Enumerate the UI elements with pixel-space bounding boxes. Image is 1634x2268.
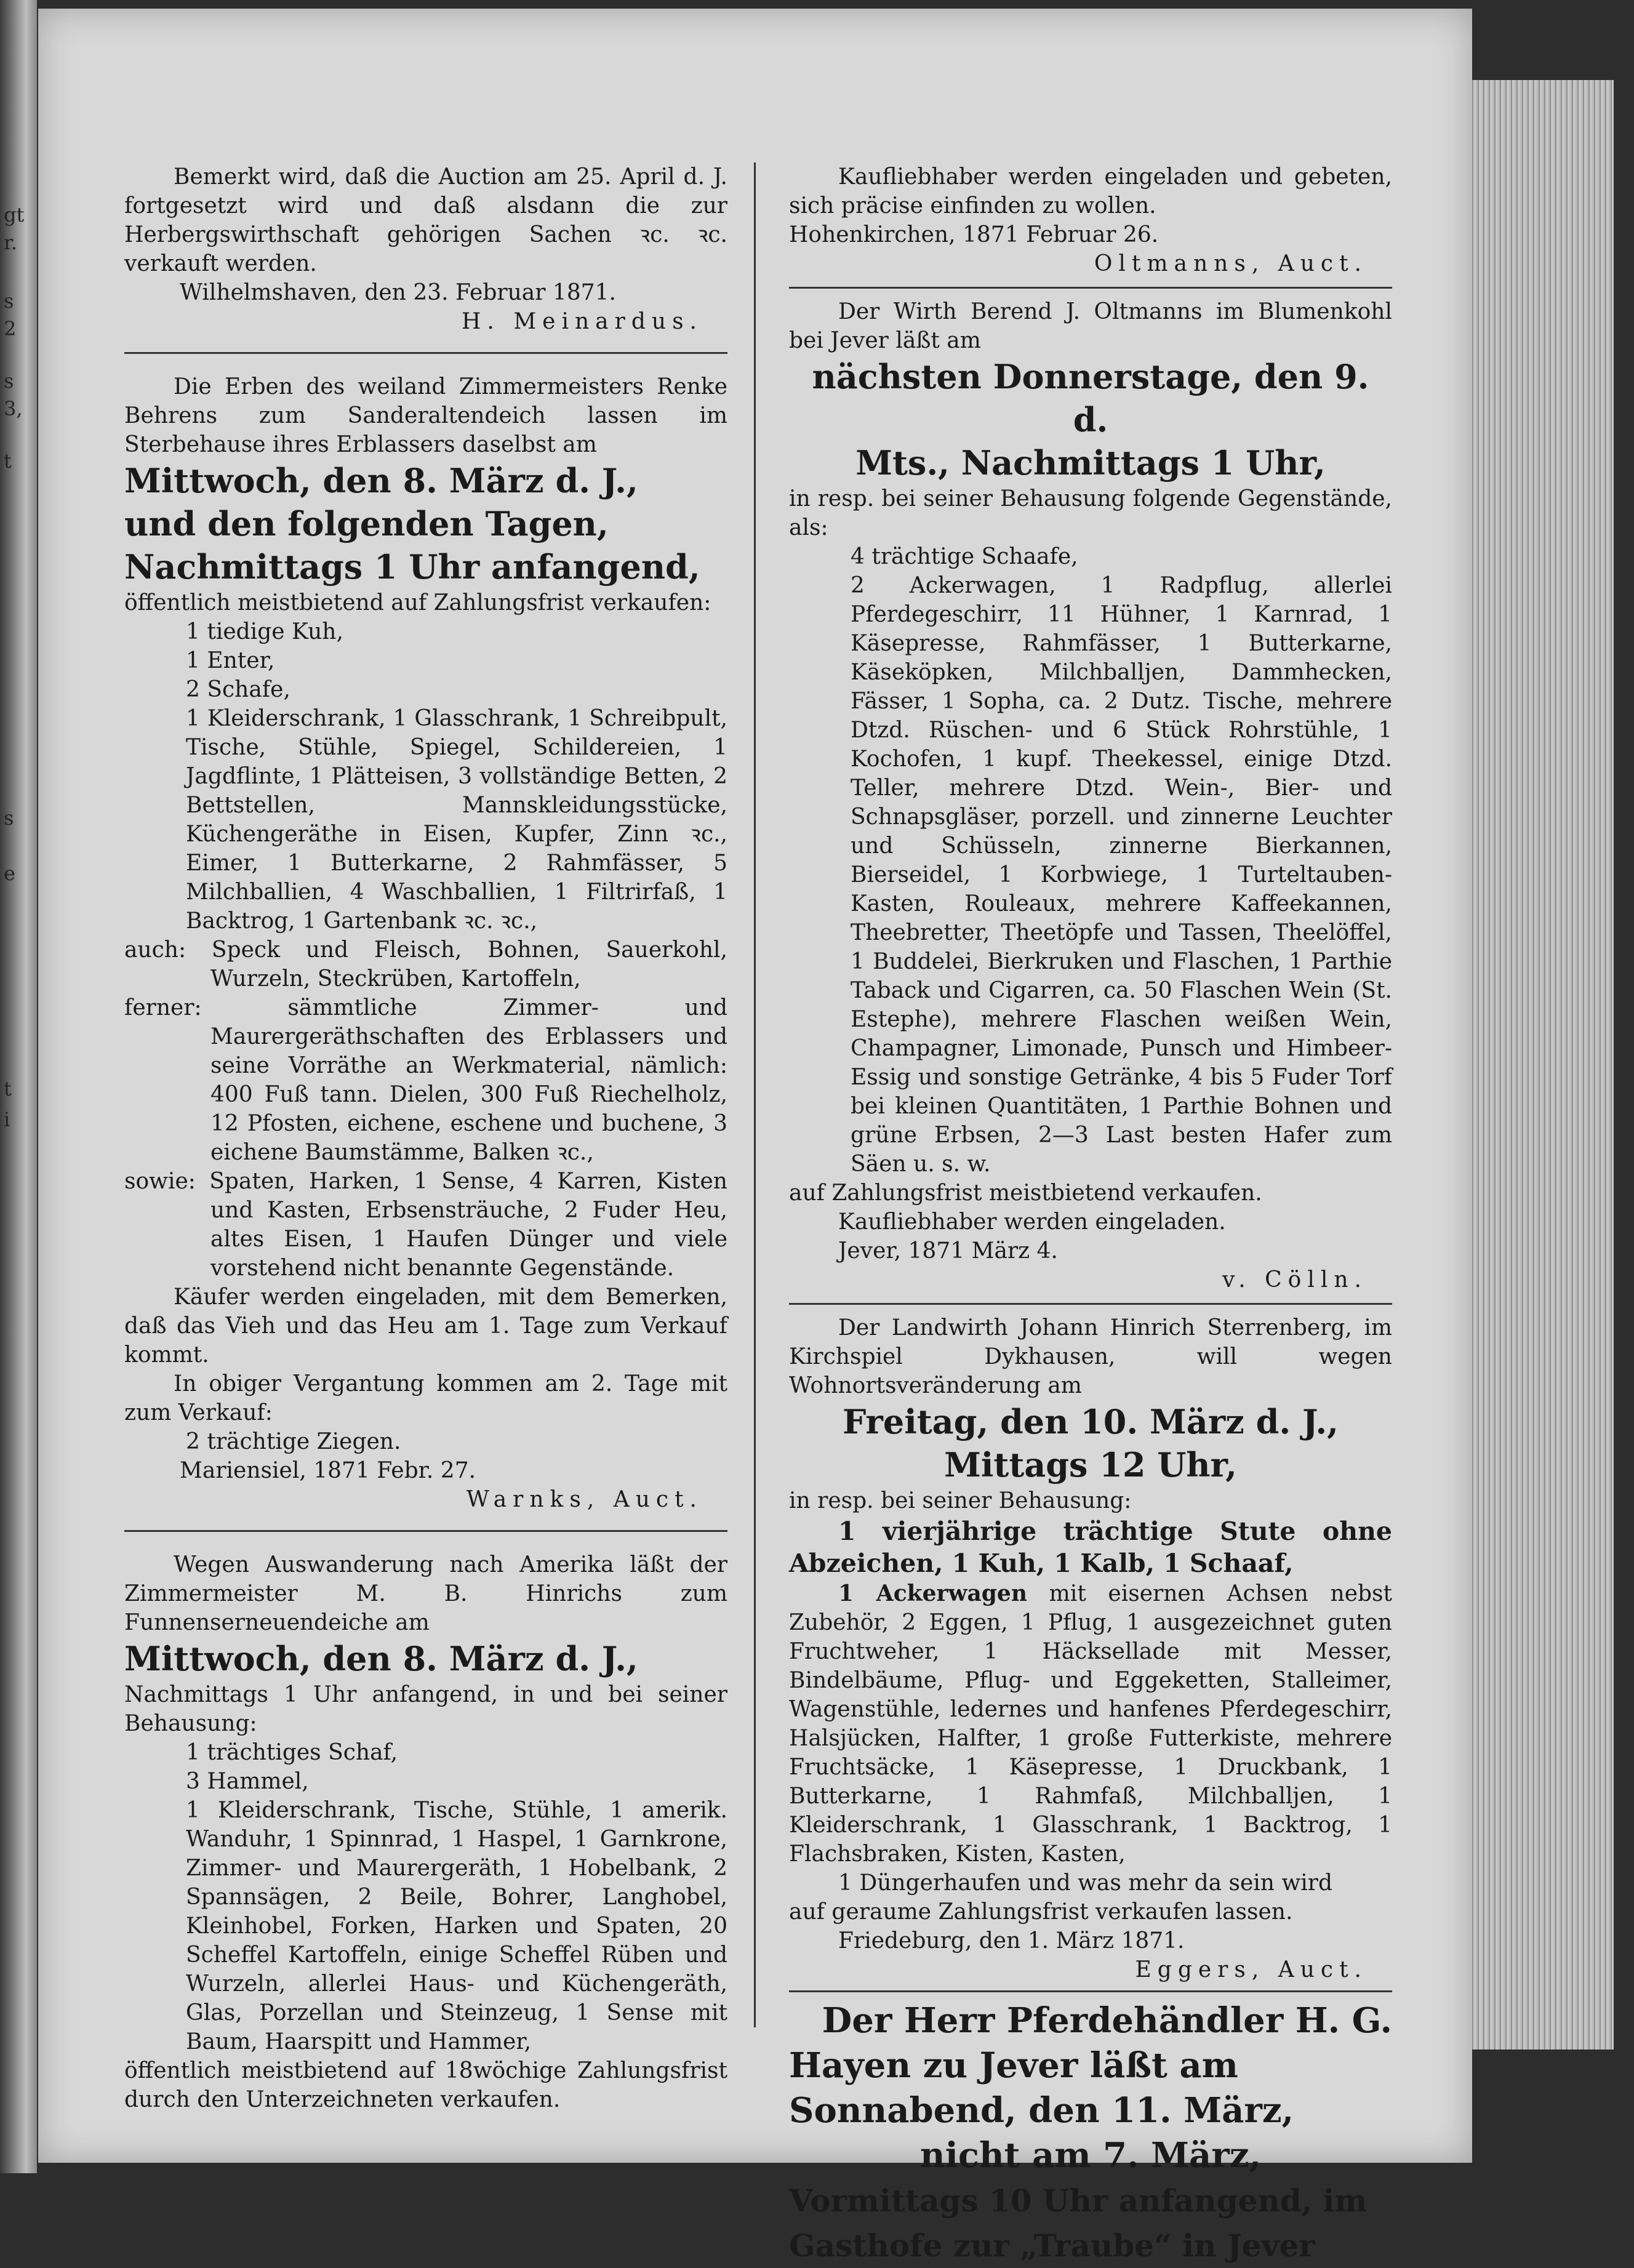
notice-date: Friedeburg, den 1. März 1871. [838, 1928, 1185, 1953]
notice-signature: Eggers, Auct. [1135, 1957, 1368, 1982]
list-item: 3 Hammel, [186, 1769, 309, 1794]
margin-char: s [4, 289, 14, 313]
list-item: 4 trächtige Schaafe, [851, 544, 1078, 569]
left-column [124, 162, 727, 2114]
notice-signature: v. Cölln. [1222, 1267, 1368, 1292]
newspaper-page [38, 9, 1472, 2264]
list-item: 1 Düngerhaufen und was mehr da sein wird [838, 1870, 1333, 1896]
notice-text: Bemerkt wird, daß die Auction am 25. April d. J. fortgesetzt wird und daß alsdann die zur Herbergswirthschaft gehörigen Sachen ꝛc. ꝛc. verkauft werden. [124, 164, 727, 276]
notice-headline: Sonnabend, den 11. März, [789, 2090, 1294, 2131]
notice-headline: Mittwoch, den 8. März d. J., [124, 1639, 638, 1678]
notice-date: Wilhelmshaven, den 23. Februar 1871. [180, 280, 616, 305]
item-list [124, 1738, 727, 2056]
notice-intro: Der Wirth Berend J. Oltmanns im Blumenkohl bei Jever läßt am [789, 299, 1392, 353]
notice-intro: Der Landwirth Johann Hinrich Sterrenberg, im Kirchspiel Dykhausen, will wegen Wohnortsveränderung am [789, 1315, 1392, 1398]
list-item: 1 tiedige Kuh, [186, 619, 343, 644]
list-section [124, 1167, 727, 1283]
notice-headline: nächsten Donnerstage, den 9. d. [812, 357, 1369, 439]
list-item: 1 Kleiderschrank, 1 Glasschrank, 1 Schreibpult, Tische, Stühle, Spiegel, Schildereien, 1 Jagdflinte, 1 Plätteisen, 3 vollständige Betten, 2 Bettstellen, Mannskleidungsstücke, Küchengeräthe in Eisen, Kupfer, Zinn ꝛc., Eimer, 1 Butterkarne, 2 Rahmfässer, 5 Milchballien, 4 Waschballien, 1 Filtrirfaß, 1 Backtrog, 1 Gartenbank ꝛc. ꝛc., [186, 706, 727, 934]
notice-closing: auf geraume Zahlungsfrist verkaufen lassen. [789, 1899, 1293, 1925]
margin-char: gt [4, 203, 25, 226]
notice-headline: nicht am 7. März, [919, 2135, 1262, 2176]
section-text: Speck und Fleisch, Bohnen, Sauerkohl, Wurzeln, Steckrüben, Kartoffeln, [210, 937, 727, 992]
section-text: sämmtliche Zimmer- und Maurergeräthschaften des Erblassers und seine Vorräthe an Werkmaterial, nämlich: 400 Fuß tann. Dielen, 300 Fuß Riechelholz, 12 Pfosten, eichene, eschene und buchene, 3 eichene Baumstämme, Balken ꝛc., [210, 995, 728, 1165]
notice-lead: in resp. bei seiner Behausung: [789, 1488, 1132, 1513]
notice-intro: Die Erben des weiland Zimmermeisters Renke Behrens zum Sanderaltendeich lassen im Sterbehause ihres Erblassers daselbst am [124, 374, 727, 457]
separator-rule [789, 1303, 1392, 1305]
notice-headline: Nachmittags 1 Uhr anfangend, [124, 547, 700, 587]
notice-signature: Warnks, Auct. [466, 1487, 703, 1512]
notice-headline: Mts., Nachmittags 1 Uhr, [855, 443, 1326, 483]
notice-headline: Der Herr Pferdehändler H. G. [822, 2000, 1392, 2041]
section-text: Spaten, Harken, 1 Sense, 4 Karren, Kisten und Kasten, Erbsensträuche, 2 Fuder Heu, altes Eisen, 1 Haufen Dünger und viele vorstehend nicht benannte Gegenstände. [209, 1169, 727, 1281]
margin-char: t [4, 449, 12, 473]
list-item: 2 trächtige Ziegen. [186, 1429, 401, 1454]
margin-char: 2 [4, 317, 17, 340]
notice-headline: Freitag, den 10. März d. J., [843, 1402, 1339, 1441]
list-item: 1 Kleiderschrank, Tische, Stühle, 1 amerik. Wanduhr, 1 Spinnrad, 1 Haspel, 1 Garnkrone, Zimmer- und Maurergeräth, 1 Hobelbank, 2 Spannsägen, 2 Beile, Bohrer, Langhobel, Kleinhobel, Forken, Harken und Spaten, 20 Scheffel Kartoffeln, einige Scheffel Rüben und Wurzeln, allerlei Haus- und Küchengeräth, Glas, Porzellan und Steinzeug, 1 Sense mit Baum, Haarspitt und Hammer, [186, 1798, 727, 2054]
item-text: mit eisernen Achsen nebst Zubehör, 2 Eggen, 1 Pflug, 1 ausgezeichnet guten Fruchtweher, 1 Häcksellade mit Messer, Bindelbäume, Pflug- und Eggeketten, Stalleimer, Wagenstühle, ledernes und hanfenes Pferdegeschirr, Halsjücken, Halfter, 1 große Futterkiste, mehrere Fruchtsäcke, 1 Käsepresse, 1 Druckbank, 1 Butterkarne, 1 Rahmfaß, Milchballjen, 1 Kleiderschrank, 1 Glasschrank, 1 Backtrog, 1 Flachsbraken, Kisten, Kasten, [789, 1581, 1392, 1867]
notice-date: Mariensiel, 1871 Febr. 27. [180, 1458, 476, 1483]
book-page-edge [1454, 80, 1614, 2050]
list-section [124, 936, 727, 993]
notice-text: Kaufliebhaber werden eingeladen und gebeten, sich präcise einfinden zu wollen. [789, 164, 1392, 218]
item-list [124, 617, 727, 936]
notice-text: Kaufliebhaber werden eingeladen. [838, 1209, 1226, 1235]
notice-headline: Mittags 12 Uhr, [944, 1445, 1237, 1485]
notice-lead: öffentlich meistbietend auf Zahlungsfrist verkaufen: [124, 590, 711, 615]
notice-lead: in resp. bei seiner Behausung folgende Gegenstände, als: [789, 486, 1392, 540]
list-item: 2 Ackerwagen, 1 Radpflug, allerlei Pferdegeschirr, 11 Hühner, 1 Karnrad, 1 Käsepresse, Rahmfässer, 1 Butterkarne, Käseköpken, Milchballjen, Dammhecken, Fässer, 1 Sopha, ca. 2 Dutz. Tische, mehrere Dtzd. Rüschen- und 6 Stück Rohrstühle, 1 Kochofen, 1 kupf. Theekessel, einige Dtzd. Teller, mehrere Dtzd. Wein-, Bier- und Schnapsgläser, porzell. und zinnerne Leuchter und Schüsseln, zinnerne Bierkannen, Bierseidel, 1 Korbwiege, 1 Turteltauben-Kasten, Rouleaux, mehrere Kaffeekannen, Theebretter, Theetöpfe und Tassen, Theelöffel, 1 Buddelei, Bierkruken und Flaschen, 1 Parthie Taback und Cigarren, ca. 50 Flaschen Wein (St. Estephe), mehrere Flaschen weißen Wein, Champagner, Limonade, Punsch und Himbeer-Essig und sonstige Getränke, 4 bis 5 Fuder Torf bei kleinen Quantitäten, 1 Parthie Bohnen und grüne Erbsen, 2—3 Last besten Hafer zum Säen u. s. w. [851, 573, 1392, 1177]
separator-rule [789, 287, 1392, 289]
section-label: ferner: [124, 995, 202, 1020]
notice-closing: öffentlich meistbietend auf 18wöchige Zahlungsfrist durch den Unterzeichneten verkaufen. [124, 2058, 727, 2112]
notice-headline: Hayen zu Jever läßt am [789, 2045, 1238, 2086]
column-divider [754, 162, 756, 2027]
margin-char: s [4, 806, 14, 830]
notice-lead: Nachmittags 1 Uhr anfangend, in und bei seiner Behausung: [124, 1682, 727, 1736]
adjacent-page-strip [0, 0, 37, 2173]
section-label: auch: [124, 937, 186, 963]
margin-char: e [4, 862, 15, 885]
notice-headline: und den folgenden Tagen, [124, 504, 609, 543]
separator-rule [789, 1990, 1392, 1992]
separator-rule [124, 352, 727, 354]
notice-intro: Wegen Auswanderung nach Amerika läßt der Zimmermeister M. B. Hinrichs zum Funnenserneuendeiche am [124, 1552, 727, 1635]
margin-char: 3, [4, 397, 23, 420]
notice-headline: Mittwoch, den 8. März d. J., [124, 461, 638, 500]
item-bold-label: 1 Ackerwagen [838, 1581, 1028, 1606]
notice-signature: H. Meinardus. [462, 309, 703, 334]
list-item: 1 Enter, [186, 648, 275, 673]
list-section [124, 993, 727, 1167]
right-column [789, 162, 1392, 2268]
notice-text: In obiger Vergantung kommen am 2. Tage mit zum Verkauf: [124, 1371, 727, 1425]
item-list [124, 1427, 727, 1456]
list-item [789, 1579, 1392, 1869]
notice-text: Käufer werden eingeladen, mit dem Bemerken, daß das Vieh und das Heu am 1. Tage zum Verkauf kommt. [124, 1284, 727, 1368]
notice-headline: Gasthofe zur „Traube“ in Jever [789, 2227, 1315, 2264]
notice-closing: auf Zahlungsfrist meistbietend verkaufen. [789, 1180, 1262, 1206]
margin-char: r. [4, 231, 17, 254]
list-item: 2 Schafe, [186, 677, 290, 702]
list-item: 1 vierjährige trächtige Stute ohne Abzeichen, 1 Kuh, 1 Kalb, 1 Schaaf, [789, 1517, 1392, 1578]
margin-char: i [4, 1108, 10, 1131]
separator-rule [124, 1530, 727, 1532]
notice-headline: Vormittags 10 Uhr anfangend, im [789, 2182, 1368, 2219]
notice-signature: Oltmanns, Auct. [1094, 251, 1368, 276]
margin-char: s [4, 369, 14, 393]
section-label: sowie: [124, 1169, 196, 1194]
notice-date: Jever, 1871 März 4. [838, 1238, 1058, 1264]
list-item: 1 trächtiges Schaf, [186, 1740, 398, 1765]
item-list [789, 542, 1392, 1179]
notice-date: Hohenkirchen, 1871 Februar 26. [789, 222, 1159, 247]
margin-char: t [4, 1077, 12, 1100]
